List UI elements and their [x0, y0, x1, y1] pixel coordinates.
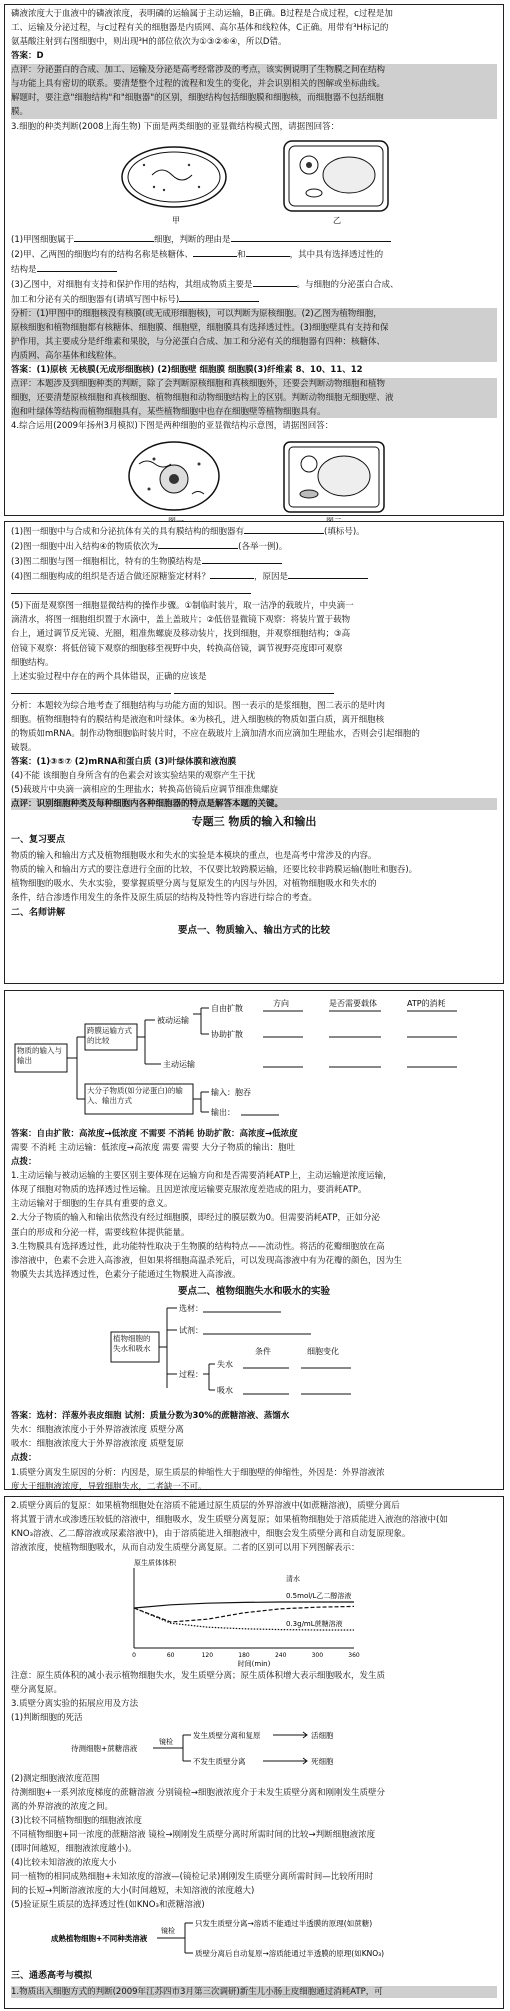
question-3-2-cont: 结构是	[11, 263, 497, 276]
comment-block	[11, 378, 497, 418]
x-tick-label: 120	[201, 1652, 214, 1660]
text-line: 不同植物细胞+同一浓度的蔗糖溶液 镜检→刚刚发生质壁分离时所需时间的比较→判断细胞液浓度	[11, 1829, 376, 1840]
answer-line: 失水：细胞液浓度小于外界溶液浓度 质壁分离	[11, 1425, 184, 1436]
x-tick-label: 360	[348, 1652, 360, 1660]
trans-label: 跨膜运输方式的比较	[87, 1026, 132, 1045]
flow2-branch-b: 质壁分离后自动复原→溶质能通过半透膜的原理(如KNO₃)	[195, 1949, 385, 1959]
subheading: (2)测定细胞液浓度范围	[11, 1773, 100, 1784]
two-cells-figure	[104, 434, 404, 530]
analysis-line: 的物质如mRNA。制作动物细胞临时装片时，不应在载玻片上滴加清水而应滴加生理盐水，否则会引起细胞的	[11, 728, 420, 739]
cell-structure-figure	[104, 135, 404, 231]
gain-label: 吸水	[217, 1386, 233, 1396]
x-axis-label: 时间(min)	[237, 1660, 271, 1669]
answer: 答案：自由扩散：高浓度→低浓度 不需要 不消耗 协助扩散：高浓度→低浓度	[11, 1129, 298, 1140]
chart-title: 原生质体体积	[134, 1559, 176, 1568]
answer-line: (5)载玻片中央滴一滴相应的生理盐水；转换高倍镜后应调节细准焦螺旋	[11, 785, 279, 796]
text-line: 点评：本题涉及到细胞种类的判断，除了会判断原核细胞和真核细胞外，还要会判断动物细胞和植物	[11, 379, 386, 390]
question-3-2: (2)甲、乙两图的细胞均有的结构名称是核糖体、 和 ，其中具有选择透过性的	[11, 249, 384, 260]
series-label-water: 清水	[286, 1575, 300, 1584]
analysis-block	[11, 308, 497, 362]
reag-label: 试剂：	[179, 1326, 203, 1336]
tip-heading: 点拨：	[11, 1453, 37, 1464]
section-heading: 三、通悉高考与模拟	[11, 1971, 93, 1982]
subheading: (1)判断细胞的死活	[11, 1713, 83, 1724]
tip-line: 体现了细胞对物质的选择透过性运输。且因逆浓度运输要克服浓度差造成的阻力，要消耗ATP。	[11, 1185, 367, 1196]
out-label: 输出：	[211, 1108, 235, 1117]
question-4: 4.综合运用(2009年扬州3月模拟)下图是两种细胞的亚显微结构示意图，请据图回答：	[11, 421, 334, 432]
text-line: 植物细胞的吸水、失水实验，要掌握质壁分离与复原发生的内因与外因，对植物细胞吸水和失水的	[11, 878, 377, 889]
series-label-sucrose: 0.3g/mL蔗糖溶液	[286, 1620, 343, 1629]
note-line: 注意：原生质体积的减小表示植物细胞失水，发生质壁分离；原生质体积增大表示细胞吸水，发生质	[11, 1671, 386, 1682]
text-line: 护作用，其主要成分是纤维素和果胶，与分泌蛋白合成、加工和分泌有关的细胞器有四种：核糖体、	[11, 337, 386, 347]
text-line: (5)下面是观察图一细胞显微结构的操作步骤。①制临时装片，取一洁净的载玻片，中央滴一	[11, 601, 354, 612]
exp-label: 植物细胞的失水和吸水	[113, 1334, 151, 1353]
x-tick-label: 60	[166, 1652, 175, 1660]
mat-label: 选材：	[179, 1304, 203, 1314]
analysis-line: 分析：本题较为综合地考查了细胞结构与功能方面的知识。图一表示的是浆细胞，图二表示的是叶肉	[11, 700, 386, 711]
section-heading: 一、复习要点	[11, 834, 66, 845]
active-label: 主动运输	[163, 1060, 195, 1069]
text-line: 同一植物的相同成熟细胞+未知浓度的溶液—(镜检记录)刚刚发生质壁分离所需时间—比较所用时	[11, 1872, 374, 1882]
text-line: 将其置于清水或渗透压较低的溶液中，细胞吸水，发生质壁分离复原；如果植物细胞处于溶质能进入液泡的溶液中(如	[11, 1515, 448, 1526]
x-tick-label: 300	[311, 1652, 324, 1660]
blank-line	[11, 585, 497, 598]
key-point-title: 要点二、植物细胞失水和吸水的实验	[177, 1285, 330, 1297]
tip-heading: 点拨：	[11, 1157, 37, 1168]
flow1-method: 镜检	[159, 1737, 173, 1746]
answer: 答案：(1)③⑤⑦ (2)mRNA和蛋白质 (3)叶绿体膜和液泡膜	[11, 757, 237, 767]
tip-line: 1.质壁分离发生原因的分析：内因是，原生质层的伸缩性大于细胞壁的伸缩性，外因是：外界溶液浓	[11, 1467, 385, 1478]
passive-label: 被动运输	[157, 1016, 189, 1025]
page-panel-1	[4, 4, 504, 516]
text-line: 点评：分泌蛋白的合成、加工、运输及分泌是高考经常涉及的考点，该实例说明了生物膜之间在结构	[11, 65, 386, 76]
answer: 答案：选材：洋葱外表皮细胞 试剂：质量分数为30%的蔗糖溶液、蒸馏水	[11, 1411, 290, 1422]
topic-title: 专题三 物质的输入和输出	[191, 815, 317, 829]
flow1-result-a: 活细胞	[311, 1730, 334, 1740]
free-label: 自由扩散	[211, 1004, 243, 1013]
text-line: 泡和叶绿体等结构而植物细胞具有，某些植物细胞中也存在细胞壁等植物细胞具有。	[11, 407, 326, 418]
text-line: 间的长短→判断溶液浓度的大小(时间越短，未知溶液的浓度越大)	[11, 1886, 255, 1897]
text-line: (即时间越短，细胞液浓度越小)。	[11, 1843, 137, 1854]
question-4-2: (2)图一细胞中出入结构④的物质依次为 (各举一例)。	[11, 542, 288, 553]
text-line: 滴清水，将图一细胞组织置于水滴中，盖上盖玻片；②低倍显微镜下观察：将装片置于载物	[11, 615, 351, 626]
answer-line: 需要 不消耗 主动运输：低浓度→高浓度 需要 需要 大分子物质的输出：胞吐	[11, 1143, 296, 1154]
text-line: 条件，结合渗透作用发生的条件及原生质层的结构及特性等内容进行综合的考查。	[11, 892, 318, 903]
text-line: 物质的输入和输出方式及植物细胞吸水和失水的实验是本模块的重点，也是高考中常涉及的内容。	[11, 850, 377, 861]
text-line: 台上，通过调节反光镜、光圈，粗准焦螺旋及移动装片，找到细胞，并观察细胞结构；③高	[11, 629, 351, 640]
key-point-title: 要点一、物质输入、输出方式的比较	[177, 924, 330, 936]
text-line: 内质网、高尔基体和线粒体。	[11, 351, 122, 362]
text-line: 解题时，要注意"细胞结构"和"细胞器"的区别，细胞结构包括细胞膜和细胞核，而细胞器不包括细胞	[11, 93, 384, 104]
text-line: 2.质壁分离后的复原：如果植物细胞处在溶质不能通过原生质层的外界溶液中(如蔗糖溶液)，质壁分离后	[11, 1501, 400, 1511]
protoplast-volume-chart	[104, 1556, 404, 1668]
answer: 答案：(1)原核 无核膜(无成形细胞核) (2)细胞壁 细胞膜 细胞膜(3)纤维素 8、10、11、12	[11, 365, 363, 376]
tip-line: 物膜失去其选择透过性，色素分子能通过生物膜进入高渗液。	[11, 1269, 241, 1280]
tip-line: 2.大分子物质的输入和输出依然没有经过细胞膜，即经过的膜层数为0。但需要消耗ATP，正如分泌	[11, 1213, 380, 1224]
text-line: 1.物质出入细胞方式的判断(2009年江苏四市3月第三次调研)新生儿小肠上皮细胞通过消耗ATP，可	[11, 1986, 497, 1998]
text-line: 分析：(1)甲图中的细胞核没有核膜(或无成形细胞核)，可以判断为原核细胞。(2)乙图为植物细胞，	[11, 308, 382, 319]
series-line	[134, 1602, 354, 1608]
in-label: 输入：胞吞	[211, 1088, 251, 1097]
answer-line: (4)不能 该细胞自身所含有的色素会对该实验结果的观察产生干扰	[11, 771, 256, 782]
comment-block	[11, 64, 497, 118]
page-panel-3	[4, 990, 504, 1490]
x-tick-label: 240	[274, 1652, 287, 1660]
text-line: 氨基酸注射到右图细胞中，则出现³H的部位依次为①③②⑥④，所以D错。	[11, 37, 287, 48]
flow1-branch-a: 发生质壁分离和复原	[193, 1730, 261, 1740]
question-3-1: (1)甲图细胞属于 细胞，判断的理由是	[11, 233, 497, 246]
flow1-result-b: 死细胞	[311, 1756, 334, 1766]
subheading: (3)比较不同植物细胞的细胞液浓度	[11, 1815, 143, 1826]
text-line: 膜。	[11, 107, 29, 118]
x-tick-label: 180	[238, 1652, 250, 1660]
flow2-method: 镜检	[161, 1927, 175, 1936]
text-line: 与功能上具有密切的联系。要清楚整个过程的流程和发生的变化，并会识别相关的图解或坐标曲线。	[11, 79, 386, 90]
tip-line: 3.生物膜具有选择透过性，此功能特性取决于生物膜的结构特点——流动性。将活的花瓣细胞放在高	[11, 1241, 385, 1252]
tip-line: 1.主动运输与被动运输的主要区别主要体现在运输方向和是否需要消耗ATP上，主动运输逆浓度运输，	[11, 1171, 392, 1182]
text-line: 上述实验过程中存在的两个具体错误，正确的应该是	[11, 671, 207, 682]
col-carrier: 是否需要载体	[329, 999, 377, 1008]
text-line: 倍镜下观察：将低倍镜下观察的细胞移至视野中央，转换高倍镜，调节视野亮度即可观察	[11, 643, 343, 654]
note-line: 壁分离复原。	[11, 1685, 63, 1696]
subheading: (4)比较未知溶液的浓度大小	[11, 1857, 117, 1868]
question-4-3: (3)图二细胞与图一细胞相比，特有的生物膜结构是	[11, 555, 497, 568]
question-3-3: (3)乙图中，对细胞有支持和保护作用的结构，其组成物质主要是 。与细胞的分泌蛋白合成、	[11, 279, 399, 290]
permeability-flow	[11, 1913, 499, 1963]
flow1-branch-b: 不发生质壁分离	[193, 1756, 246, 1766]
assist-label: 协助扩散	[211, 1030, 243, 1039]
cond-label: 条件	[255, 1347, 271, 1357]
figure-label-b: 乙	[333, 215, 341, 225]
subheading: (5)验证原生质层的选择透过性(如KNO₃和蔗糖溶液)	[11, 1900, 205, 1911]
subheading: 3.质壁分离实验的拓展应用及方法	[11, 1699, 139, 1710]
text-line: 待测细胞+一系列浓度梯度的蔗糖溶液 分别镜检→细胞液浓度介于未发生质壁分离和刚刚发生质壁分	[11, 1787, 385, 1798]
question-4-4: (4)图二细胞构成的组织是否适合做还原糖鉴定材料？ ，原因是	[11, 570, 497, 583]
page-panel-4	[4, 1496, 504, 2009]
section-heading: 二、名师讲解	[11, 907, 66, 918]
text-line: 工、运输及分泌过程，与c过程有关的细胞器是内质网、高尔基体和线粒体，C正确。用带有³H标记的	[11, 23, 389, 34]
analysis-line: 破裂。	[11, 742, 37, 753]
page-panel-2	[4, 521, 504, 984]
flow2-input: 成熟植物细胞+不同种类溶液	[51, 1934, 148, 1944]
transport-diagram	[11, 994, 499, 1124]
text-line: 物质的输入和输出方式的要注意进行全面的比较，不仅要比较跨膜运输，还要比较非跨膜运输(胞吐和胞吞)。	[11, 864, 418, 875]
osmosis-diagram	[11, 1302, 499, 1406]
figure-label-a: 甲	[172, 215, 180, 225]
analysis-line: 细胞。植物细胞特有的膜结构是液泡和叶绿体。④为核孔，进入细胞核的物质如蛋白质，离开细胞核	[11, 714, 385, 725]
blank-line	[11, 685, 497, 698]
text-line: 磷液浓度大于血液中的磷液浓度，表明磷的运输属于主动运输，B正确。B过程是合成过程，c过程是加	[11, 9, 393, 19]
tip-line: 蛋白的形成和分泌一样，需要线粒体提供能量。	[11, 1227, 190, 1238]
text-line: KNO₃溶液、乙二醇溶液或尿素溶液中)，由于溶质能进入细胞液中，细胞会发生质壁分离和自动复原现象。	[11, 1529, 411, 1540]
tip-line: 度大于细胞液浓度，导致细胞失水，二者缺一不可。	[11, 1481, 207, 1492]
question-4-1: (1)图一细胞中与合成和分泌抗体有关的具有膜结构的细胞器有 (填标号)。	[11, 527, 365, 537]
macro-label: 大分子物质(如分泌蛋白)的输入、输出方式	[87, 1086, 183, 1105]
comment-line: 点评：识别细胞种类及每种细胞内各种细胞器的特点是解答本题的关键。	[11, 798, 497, 810]
proc-label: 过程：	[179, 1370, 203, 1380]
text-line: 细胞，还要清楚原核细胞和真核细胞、植物细胞和动物细胞结构上的区别。判断动物细胞无细胞壁、液	[11, 393, 394, 404]
chg-label: 细胞变化	[307, 1347, 339, 1357]
x-tick-label: 0	[132, 1652, 136, 1660]
root-label: 物质的输入与输出	[17, 1046, 62, 1065]
text-line: 溶液浓度，使植物细胞吸水，从而自动发生质壁分离复原。二者的区别可以用下列图解表示：	[11, 1543, 360, 1554]
text-line: 细胞结构。	[11, 657, 54, 668]
col-direction: 方向	[273, 999, 289, 1008]
flow1-input: 待测细胞+蔗糖溶液	[71, 1743, 138, 1753]
cell-viability-flow	[11, 1727, 499, 1769]
text-line: 原核细胞和植物细胞都有核糖体、细胞膜、细胞壁，细胞膜具有选择透过性。(3)细胞壁具有支持和保	[11, 322, 389, 333]
series-label-glycol: 0.5mol/L乙二醇溶液	[286, 1592, 352, 1601]
flow2-branch-a: 只发生质壁分离→溶质不能通过半透膜的原理(如蔗糖)	[195, 1919, 373, 1929]
col-atp: ATP的消耗	[407, 999, 446, 1008]
tip-line: 渗溶液中，色素不会进入高渗液，但如果将细胞高温杀死后，可以发现高渗液中有为花瓣的颜色，因为生	[11, 1255, 403, 1266]
lose-label: 失水	[217, 1360, 233, 1370]
question-3: 3.细胞的种类判断(2008上海生物) 下面是两类细胞的亚显微结构模式图，请据图回答：	[11, 121, 340, 132]
text-line: 离的外界溶液的浓度之间。	[11, 1801, 114, 1812]
answer-line: 吸水：细胞液浓度大于外界溶液浓度 质壁复原	[11, 1439, 184, 1450]
tip-line: 主动运输对于细胞的生存具有重要的意义。	[11, 1199, 173, 1210]
question-3-3-cont: 加工和分泌有关的细胞器有(请填写图中标号)	[11, 293, 497, 306]
answer: 答案：D	[11, 51, 44, 62]
